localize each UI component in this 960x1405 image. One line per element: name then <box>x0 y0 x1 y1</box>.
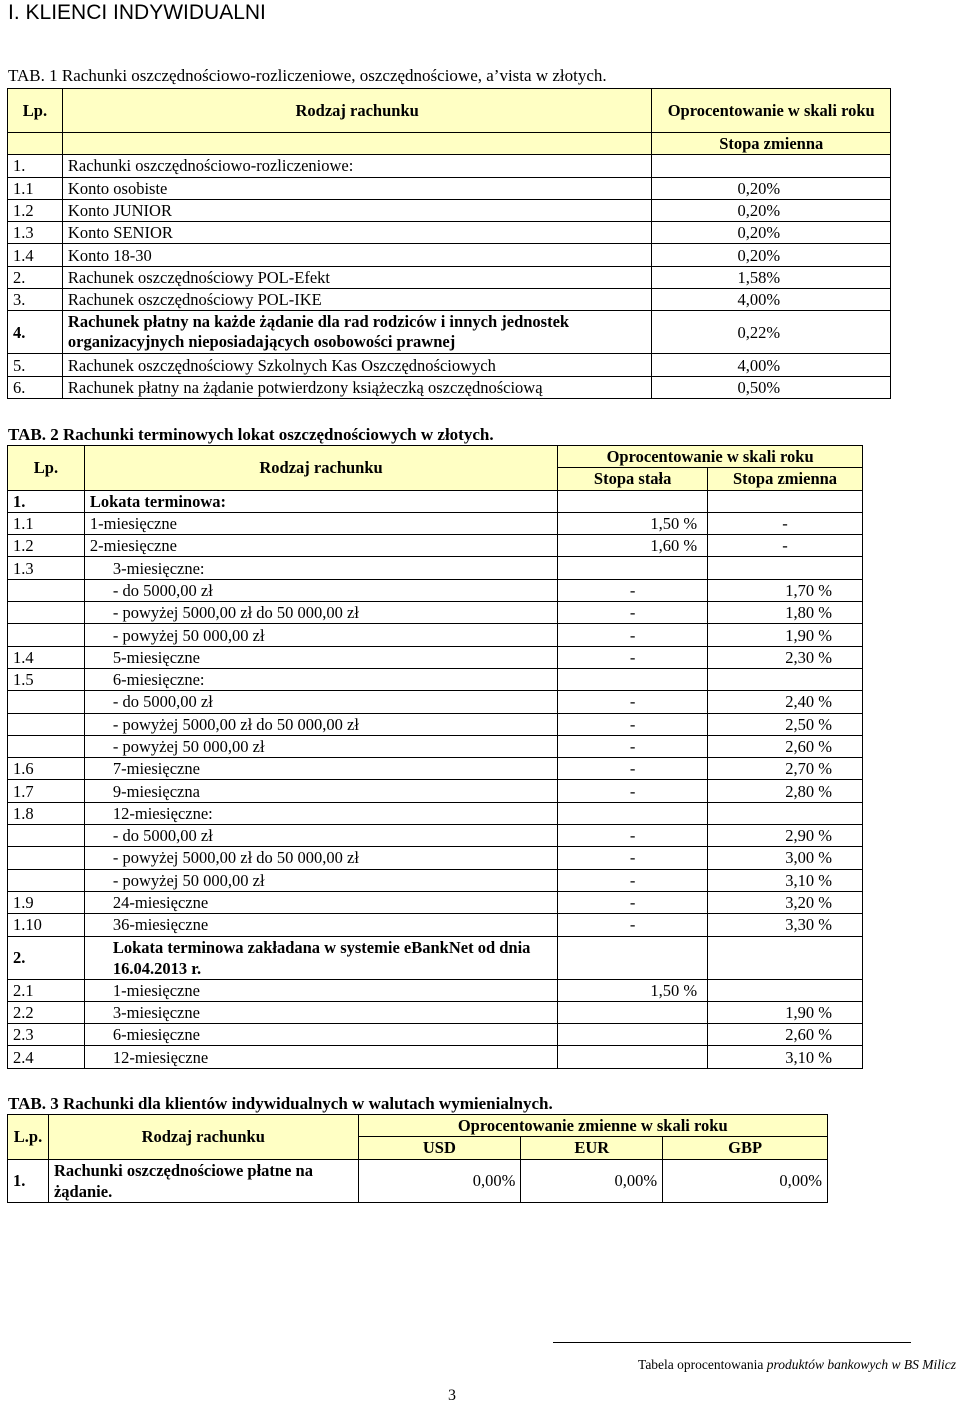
tab2-head-oproc: Oprocentowanie w skali roku <box>558 446 863 468</box>
tab2-cell-zmienna: 1,70 % <box>708 579 863 601</box>
tab2-cell-name: 3-miesięczne <box>84 1001 557 1023</box>
tab2-cell-name: 7-miesięczne <box>84 758 557 780</box>
tab2-row <box>8 825 863 847</box>
tab1-cell-rate: 0,20% <box>652 177 891 199</box>
tab3-row-gbp: 0,00% <box>663 1159 828 1202</box>
tab2-cell-lp: 2.3 <box>8 1024 85 1046</box>
tab2-cell-lp: 1.1 <box>8 512 85 534</box>
tab2-cell-lp <box>8 735 85 757</box>
tab2-cell-stala <box>558 1001 708 1023</box>
tab1-cell-lp: 3. <box>8 289 63 311</box>
tab1-cell-lp: 2. <box>8 266 63 288</box>
tab2-cell-stala <box>558 1024 708 1046</box>
tab2-cell-name: - do 5000,00 zł <box>84 825 557 847</box>
tab3-caption: TAB. 3 Rachunki dla klientów indywidualnych w walutach wymienialnych. <box>8 1094 553 1113</box>
tab1-cell-name: Rachunki oszczędnościowo-rozliczeniowe: <box>62 155 652 177</box>
tab2-cell-lp <box>8 624 85 646</box>
tab1-row <box>8 155 891 177</box>
tab2-cell-name: - powyżej 5000,00 zł do 50 000,00 zł <box>84 847 557 869</box>
tab3-head-gbp: GBP <box>663 1137 828 1159</box>
tab3-row-lp: 1. <box>8 1159 49 1202</box>
tab2-cell-stala: - <box>558 914 708 936</box>
tab2-header-row <box>8 446 863 468</box>
tab3-row <box>8 1159 828 1202</box>
tab1-row <box>8 222 891 244</box>
tab1-head-stopa: Stopa zmienna <box>652 133 891 155</box>
tab2-cell-name: 1-miesięczne <box>84 512 557 534</box>
tab1-table <box>7 88 891 399</box>
tab2-cell-name: - do 5000,00 zł <box>84 579 557 601</box>
tab1-cell-rate <box>652 155 891 177</box>
tab2-cell-zmienna: 3,00 % <box>708 847 863 869</box>
tab2-cell-name: Lokata terminowa: <box>84 490 557 512</box>
tab1-header-row-2 <box>8 133 891 155</box>
tab2-row <box>8 847 863 869</box>
tab1-cell-lp: 1.1 <box>8 177 63 199</box>
tab2-head-lp: Lp. <box>8 446 85 491</box>
tab1-row <box>8 244 891 266</box>
tab2-cell-zmienna: 3,10 % <box>708 869 863 891</box>
tab2-cell-name: - powyżej 50 000,00 zł <box>84 869 557 891</box>
tab2-cell-stala: - <box>558 758 708 780</box>
footer-text <box>638 1357 956 1373</box>
tab2-cell-zmienna: 1,80 % <box>708 602 863 624</box>
tab3-head-usd: USD <box>358 1137 521 1159</box>
tab2-cell-zmienna: 1,90 % <box>708 624 863 646</box>
tab1-row <box>8 311 891 354</box>
tab2-head-stala: Stopa stała <box>558 468 708 490</box>
tab2-row <box>8 802 863 824</box>
tab2-cell-stala: - <box>558 646 708 668</box>
tab2-cell-zmienna: 3,10 % <box>708 1046 863 1068</box>
tab2-cell-stala: - <box>558 735 708 757</box>
tab2-row <box>8 1001 863 1023</box>
tab2-cell-lp: 1.10 <box>8 914 85 936</box>
tab2-cell-zmienna: 2,60 % <box>708 735 863 757</box>
tab2-cell-zmienna: 2,60 % <box>708 1024 863 1046</box>
tab2-cell-lp: 2. <box>8 936 85 979</box>
tab2-cell-stala: - <box>558 691 708 713</box>
tab2-row <box>8 735 863 757</box>
tab2-cell-stala: - <box>558 847 708 869</box>
tab2-cell-stala <box>558 490 708 512</box>
tab2-cell-lp <box>8 847 85 869</box>
tab1-cell-rate: 1,58% <box>652 266 891 288</box>
tab2-cell-zmienna: 2,80 % <box>708 780 863 802</box>
tab1-caption: TAB. 1 Rachunki oszczędnościowo-rozliczeniowe, oszczędnościowe, a’vista w złotych. <box>8 66 607 85</box>
tab2-row <box>8 512 863 534</box>
tab1-cell-lp: 1.3 <box>8 222 63 244</box>
tab2-cell-zmienna <box>708 979 863 1001</box>
tab2-row <box>8 891 863 913</box>
tab2-cell-zmienna: 3,30 % <box>708 914 863 936</box>
tab1-cell-lp: 1.2 <box>8 199 63 221</box>
tab1-row <box>8 354 891 376</box>
tab2-cell-name: 6-miesięczne: <box>84 668 557 690</box>
tab2-cell-lp: 1.4 <box>8 646 85 668</box>
tab2-cell-zmienna: 2,50 % <box>708 713 863 735</box>
tab1-cell-rate: 0,20% <box>652 199 891 221</box>
tab2-cell-lp: 1.9 <box>8 891 85 913</box>
footer-rule <box>553 1342 911 1343</box>
tab1-cell-rate: 0,20% <box>652 244 891 266</box>
tab2-cell-name: - powyżej 5000,00 zł do 50 000,00 zł <box>84 713 557 735</box>
tab2-cell-lp <box>8 691 85 713</box>
tab2-row <box>8 602 863 624</box>
tab1-cell-name: Konto osobiste <box>62 177 652 199</box>
tab2-cell-zmienna <box>708 668 863 690</box>
tab2-row <box>8 490 863 512</box>
tab2-cell-stala: - <box>558 869 708 891</box>
tab2-cell-zmienna <box>708 936 863 979</box>
tab2-cell-zmienna: - <box>708 512 863 534</box>
tab1-head-oproc: Oprocentowanie w skali roku <box>652 89 891 133</box>
tab2-cell-lp: 2.2 <box>8 1001 85 1023</box>
tab2-cell-name: 24-miesięczne <box>84 891 557 913</box>
tab1-cell-rate: 0,20% <box>652 222 891 244</box>
tab2-cell-stala <box>558 802 708 824</box>
tab2-head-zmienna: Stopa zmienna <box>708 468 863 490</box>
tab2-cell-stala <box>558 668 708 690</box>
tab2-row <box>8 668 863 690</box>
tab2-cell-lp <box>8 579 85 601</box>
tab1-row <box>8 376 891 398</box>
tab1-cell-lp: 1. <box>8 155 63 177</box>
tab2-cell-stala <box>558 557 708 579</box>
tab2-cell-stala: - <box>558 891 708 913</box>
tab1-cell-lp: 5. <box>8 354 63 376</box>
tab2-cell-stala: 1,50 % <box>558 512 708 534</box>
tab1-cell-rate: 4,00% <box>652 354 891 376</box>
tab2-cell-name: 1-miesięczne <box>84 979 557 1001</box>
tab2-cell-name: 5-miesięczne <box>84 646 557 668</box>
tab2-cell-stala: - <box>558 602 708 624</box>
tab2-cell-lp: 1.6 <box>8 758 85 780</box>
tab2-row <box>8 557 863 579</box>
tab1-cell-name: Rachunek płatny na każde żądanie dla rad rodziców i innych jednostek organizacyjnych nieposiadających osobowości prawnej <box>62 311 652 354</box>
tab2-caption: TAB. 2 Rachunki terminowych lokat oszczędnościowych w złotych. <box>8 425 494 444</box>
tab1-cell-lp: 1.4 <box>8 244 63 266</box>
tab2-cell-lp <box>8 825 85 847</box>
tab2-row <box>8 713 863 735</box>
tab1-cell-name: Konto SENIOR <box>62 222 652 244</box>
tab2-cell-name: - powyżej 5000,00 zł do 50 000,00 zł <box>84 602 557 624</box>
tab1-cell-name: Rachunek oszczędnościowy Szkolnych Kas Oszczędnościowych <box>62 354 652 376</box>
tab2-cell-stala: - <box>558 825 708 847</box>
tab2-row <box>8 646 863 668</box>
section-title: I. KLIENCI INDYWIDUALNI <box>8 1 266 24</box>
tab2-cell-stala: - <box>558 624 708 646</box>
tab1-cell-lp: 4. <box>8 311 63 354</box>
tab2-cell-stala: 1,50 % <box>558 979 708 1001</box>
tab2-cell-lp: 1.3 <box>8 557 85 579</box>
tab2-cell-zmienna <box>708 490 863 512</box>
tab1-row <box>8 199 891 221</box>
tab2-cell-lp: 1.5 <box>8 668 85 690</box>
tab2-row <box>8 579 863 601</box>
page-number: 3 <box>448 1387 456 1404</box>
tab2-cell-zmienna: 2,90 % <box>708 825 863 847</box>
tab2-cell-stala: - <box>558 579 708 601</box>
tab2-cell-name: 36-miesięczne <box>84 914 557 936</box>
tab2-cell-stala <box>558 1046 708 1068</box>
tab2-cell-name: 3-miesięczne: <box>84 557 557 579</box>
tab2-cell-name: 12-miesięczne <box>84 1046 557 1068</box>
tab2-row <box>8 624 863 646</box>
tab2-cell-name: Lokata terminowa zakładana w systemie eBankNet od dnia 16.04.2013 r. <box>84 936 557 979</box>
tab2-cell-zmienna <box>708 557 863 579</box>
tab3-head-oproc: Oprocentowanie zmienne w skali roku <box>358 1115 828 1137</box>
tab3-row-name: Rachunki oszczędnościowe płatne na żądanie. <box>48 1159 358 1202</box>
tab2-cell-name: 9-miesięczna <box>84 780 557 802</box>
tab2-cell-lp: 1.2 <box>8 535 85 557</box>
tab2-cell-lp: 1. <box>8 490 85 512</box>
tab1-row <box>8 177 891 199</box>
tab2-cell-lp <box>8 869 85 891</box>
tab1-cell-name: Rachunek oszczędnościowy POL-Efekt <box>62 266 652 288</box>
tab3-head-lp: L.p. <box>8 1115 49 1160</box>
tab2-cell-zmienna: 2,30 % <box>708 646 863 668</box>
tab2-cell-name: 6-miesięczne <box>84 1024 557 1046</box>
tab2-cell-name: - powyżej 50 000,00 zł <box>84 624 557 646</box>
tab1-cell-rate: 0,50% <box>652 376 891 398</box>
tab1-cell-name: Rachunek oszczędnościowy POL-IKE <box>62 289 652 311</box>
tab2-cell-zmienna <box>708 802 863 824</box>
tab2-row <box>8 535 863 557</box>
tab2-row <box>8 691 863 713</box>
tab1-cell-rate: 4,00% <box>652 289 891 311</box>
tab1-cell-name: Konto JUNIOR <box>62 199 652 221</box>
tab3-head-rodzaj: Rodzaj rachunku <box>48 1115 358 1160</box>
tab2-cell-lp <box>8 713 85 735</box>
tab2-cell-lp: 2.1 <box>8 979 85 1001</box>
tab3-head-eur: EUR <box>521 1137 663 1159</box>
tab1-row <box>8 266 891 288</box>
tab3-row-usd: 0,00% <box>358 1159 521 1202</box>
tab1-cell-name: Rachunek płatny na żądanie potwierdzony książeczką oszczędnościową <box>62 376 652 398</box>
tab1-row <box>8 289 891 311</box>
tab2-cell-zmienna: 1,90 % <box>708 1001 863 1023</box>
footer-italic: produktów bankowych w BS Milicz <box>766 1357 956 1372</box>
tab2-cell-name: - do 5000,00 zł <box>84 691 557 713</box>
tab1-header-row <box>8 89 891 133</box>
tab2-cell-stala <box>558 936 708 979</box>
tab2-cell-name: 2-miesięczne <box>84 535 557 557</box>
tab2-row <box>8 780 863 802</box>
tab2-row <box>8 914 863 936</box>
tab2-cell-name: 12-miesięczne: <box>84 802 557 824</box>
tab2-row <box>8 979 863 1001</box>
tab2-table <box>7 445 863 1069</box>
tab2-cell-zmienna: 2,40 % <box>708 691 863 713</box>
tab2-cell-lp: 1.7 <box>8 780 85 802</box>
tab3-header-row <box>8 1115 828 1137</box>
tab3-table <box>7 1114 828 1203</box>
tab2-row <box>8 1024 863 1046</box>
tab2-row <box>8 869 863 891</box>
tab1-cell-rate: 0,22% <box>652 311 891 354</box>
tab2-row <box>8 1046 863 1068</box>
tab2-cell-name: - powyżej 50 000,00 zł <box>84 735 557 757</box>
tab1-head-lp: Lp. <box>8 89 63 133</box>
tab2-cell-zmienna: - <box>708 535 863 557</box>
tab2-cell-stala: 1,60 % <box>558 535 708 557</box>
tab2-cell-lp <box>8 602 85 624</box>
tab2-cell-lp: 1.8 <box>8 802 85 824</box>
tab2-cell-stala: - <box>558 713 708 735</box>
tab3-row-eur: 0,00% <box>521 1159 663 1202</box>
footer-plain: Tabela oprocentowania <box>638 1357 767 1372</box>
tab2-head-rodzaj: Rodzaj rachunku <box>84 446 557 491</box>
tab1-cell-name: Konto 18-30 <box>62 244 652 266</box>
tab2-cell-zmienna: 3,20 % <box>708 891 863 913</box>
tab2-cell-zmienna: 2,70 % <box>708 758 863 780</box>
tab1-head-rodzaj: Rodzaj rachunku <box>62 89 652 133</box>
tab2-row <box>8 936 863 979</box>
tab2-cell-stala: - <box>558 780 708 802</box>
tab2-cell-lp: 2.4 <box>8 1046 85 1068</box>
tab2-row <box>8 758 863 780</box>
tab1-cell-lp: 6. <box>8 376 63 398</box>
